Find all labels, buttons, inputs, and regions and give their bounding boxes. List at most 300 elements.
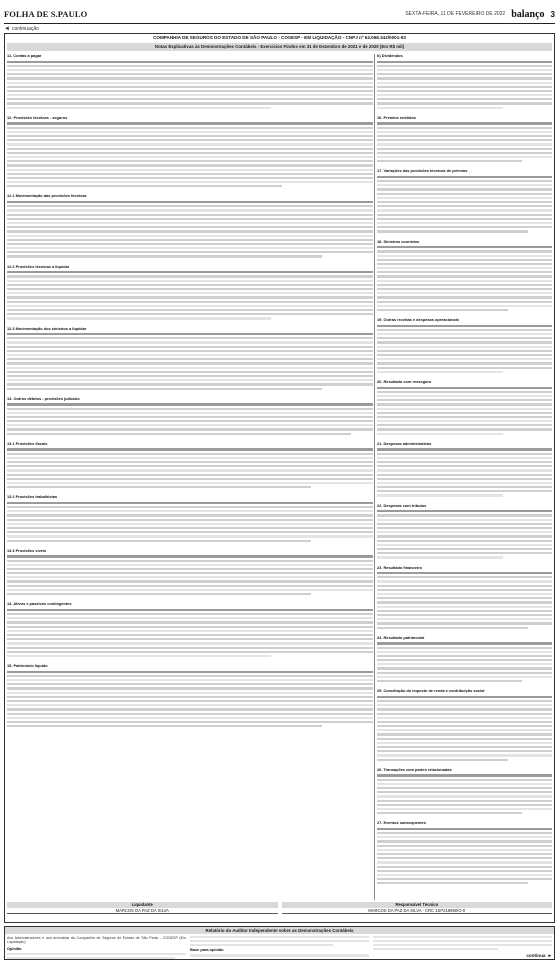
- table-line: [377, 589, 552, 591]
- table-line: [7, 519, 373, 521]
- table-line: [377, 614, 552, 616]
- column-divider: [374, 54, 375, 900]
- table-line: [7, 580, 373, 582]
- table-line: [377, 870, 552, 872]
- table-line: [7, 679, 373, 681]
- table-line: [377, 209, 552, 211]
- table-line: [7, 173, 373, 175]
- note-heading: 21. Despesas administrativas: [377, 440, 432, 446]
- table-line: [377, 708, 552, 710]
- table-line: [377, 510, 552, 512]
- signature-row: [7, 902, 552, 920]
- notes-column-right: [377, 54, 552, 889]
- table-line: [377, 135, 552, 137]
- note-heading: 25. Conciliação do imposto de renda e contribuição social: [377, 688, 485, 694]
- table-line: [7, 692, 373, 694]
- table-line: [377, 329, 552, 331]
- table-line: [7, 139, 373, 141]
- table-line: [377, 680, 522, 682]
- table-line: [7, 572, 373, 574]
- table-line: [7, 209, 373, 211]
- table-line: [377, 828, 552, 830]
- table-line: [7, 634, 373, 636]
- table-line: [7, 358, 373, 360]
- table-line: [377, 280, 552, 282]
- table-line: [377, 337, 552, 339]
- table-line: [7, 107, 271, 109]
- table-line: [377, 535, 552, 537]
- table-line: [377, 184, 552, 186]
- table-line: [7, 506, 373, 508]
- table-line: [7, 205, 373, 207]
- table-line: [377, 486, 552, 488]
- financial-notes-frame: [4, 33, 555, 923]
- table-line: [377, 717, 552, 719]
- table-line: [377, 433, 503, 435]
- table-line: [377, 642, 552, 644]
- table-line: [7, 621, 373, 623]
- table-line: [7, 284, 373, 286]
- table-line: [7, 638, 373, 640]
- note-heading: 26. Transações com partes relacionadas: [377, 766, 452, 772]
- table-line: [377, 107, 503, 109]
- table-line: [377, 742, 552, 744]
- table-line: [7, 127, 373, 129]
- table-line: [7, 375, 373, 377]
- table-line: [7, 420, 373, 422]
- auditor-report-column: [7, 936, 186, 959]
- table-line: [377, 122, 552, 124]
- arrow-right-icon: ►: [547, 953, 552, 958]
- table-line: [377, 412, 552, 414]
- table-line: [377, 354, 552, 356]
- table-line: [377, 832, 552, 834]
- masthead-right: [405, 9, 555, 20]
- table-line: [7, 725, 322, 727]
- table-line: [7, 354, 373, 356]
- table-line: [7, 383, 373, 385]
- table-line: [377, 618, 552, 620]
- table-line: [377, 424, 552, 426]
- table-line: [377, 882, 528, 884]
- section-name: balanço: [511, 8, 545, 20]
- masthead: [4, 6, 555, 22]
- table-line: [377, 725, 552, 727]
- table-line: [7, 589, 373, 591]
- table-line: [7, 181, 373, 183]
- note-heading: 13.1 Provisões fiscais: [7, 440, 48, 446]
- table-line: [7, 683, 373, 685]
- table-line: [377, 576, 552, 578]
- table-line: [377, 759, 508, 761]
- table-line: [377, 593, 552, 595]
- table-line: [7, 510, 373, 512]
- table-line: [377, 552, 552, 554]
- table-line: [7, 61, 373, 63]
- table-line: [377, 325, 552, 327]
- table-line: [7, 388, 322, 390]
- table-line: [377, 627, 528, 629]
- table-line: [377, 143, 552, 145]
- signature-name: MARCOS DA PAZ DA SILVA - CRC 1SP218960/O-0: [282, 908, 553, 914]
- table-line: [7, 230, 373, 232]
- auditor-report-column: [373, 936, 552, 959]
- table-line: [377, 746, 552, 748]
- table-line: [377, 580, 552, 582]
- table-line: [377, 655, 552, 657]
- table-line: [377, 494, 503, 496]
- table-line: [377, 474, 552, 476]
- table-line: [377, 597, 552, 599]
- table-line: [7, 696, 373, 698]
- table-line: [7, 502, 373, 504]
- table-line: [377, 461, 552, 463]
- table-line: [7, 708, 373, 710]
- table-line: [377, 341, 552, 343]
- auditor-report-column: [190, 936, 369, 959]
- table-line: [7, 122, 373, 124]
- note-heading: 12.1 Movimentação das provisões técnicas: [7, 193, 87, 199]
- table-line: [377, 428, 552, 430]
- table-line: [7, 671, 373, 673]
- table-line: [7, 337, 373, 339]
- auditor-report-body: [5, 934, 554, 959]
- page-number: 3: [550, 9, 555, 19]
- table-line: [7, 131, 373, 133]
- table-line: [7, 408, 373, 410]
- table-line: [377, 188, 552, 190]
- publication-name: FOLHA DE S.PAULO: [4, 9, 88, 19]
- table-line: [7, 647, 373, 649]
- table-line: [377, 267, 552, 269]
- table-line: [7, 346, 373, 348]
- table-line: [7, 379, 373, 381]
- note-heading: 12. Provisões técnicas - seguros: [7, 114, 68, 120]
- note-heading: 13. Outros débitos - provisões judiciais: [7, 395, 80, 401]
- table-line: [377, 482, 552, 484]
- table-line: [377, 787, 552, 789]
- table-line: [7, 486, 311, 488]
- table-line: [7, 585, 373, 587]
- table-line: [377, 696, 552, 698]
- table-line: [7, 77, 373, 79]
- table-line: [7, 371, 373, 373]
- table-line: [7, 655, 271, 657]
- table-line: [377, 148, 552, 150]
- table-line: [7, 527, 373, 529]
- table-line: [377, 808, 552, 810]
- table-line: [377, 250, 552, 252]
- table-line: [377, 205, 552, 207]
- table-line: [377, 346, 552, 348]
- publication-date: SEXTA-FEIRA, 11 DE FEVEREIRO DE 2022: [405, 11, 506, 17]
- note-heading: 18. Sinistros ocorridos: [377, 238, 420, 244]
- table-line: [7, 247, 373, 249]
- table-line: [7, 474, 373, 476]
- table-line: [377, 399, 552, 401]
- table-line: [7, 156, 373, 158]
- table-line: [377, 408, 552, 410]
- table-line: [7, 433, 351, 435]
- table-line: [7, 169, 373, 171]
- table-line: [7, 704, 373, 706]
- note-heading: 13.2 Provisões trabalhistas: [7, 494, 58, 500]
- table-line: [7, 555, 373, 557]
- table-line: [7, 540, 311, 542]
- table-line: [7, 448, 373, 450]
- table-line: [377, 193, 552, 195]
- table-line: [377, 729, 552, 731]
- table-line: [377, 156, 552, 158]
- table-line: [377, 176, 552, 178]
- table-line: [7, 367, 373, 369]
- table-line: [7, 514, 373, 516]
- table-line: [377, 61, 552, 63]
- table-line: [7, 523, 373, 525]
- table-line: [7, 341, 373, 343]
- note-heading: 23. Resultado financeiro: [377, 564, 422, 570]
- table-line: [7, 218, 373, 220]
- notes-title: Notas Explicativas às Demonstrações Contábeis - Exercícios Findos em 31 de Dezembro de 2021 e de 2020 (Em R$ mil): [7, 43, 552, 51]
- table-line: [377, 853, 552, 855]
- table-line: [7, 201, 373, 203]
- table-line: [7, 222, 373, 224]
- table-line: [377, 610, 552, 612]
- table-line: [377, 601, 552, 603]
- table-line: [7, 609, 373, 611]
- table-line: [7, 305, 373, 307]
- table-line: [377, 572, 552, 574]
- table-line: [377, 840, 552, 842]
- table-line: [377, 387, 552, 389]
- table-line: [377, 659, 552, 661]
- table-line: [377, 301, 552, 303]
- table-line: [7, 617, 373, 619]
- table-line: [7, 90, 373, 92]
- table-line: [377, 180, 552, 182]
- table-line: [377, 90, 552, 92]
- table-line: [377, 263, 552, 265]
- table-line: [377, 292, 552, 294]
- table-line: [377, 606, 552, 608]
- table-line: [377, 791, 552, 793]
- table-line: [7, 469, 373, 471]
- note-heading: 11. Contas a pagar: [7, 53, 42, 58]
- table-line: [377, 779, 552, 781]
- basis-heading: Base para opinião: [190, 946, 224, 952]
- table-line: [377, 94, 552, 96]
- table-line: [377, 845, 552, 847]
- table-line: [7, 564, 373, 566]
- table-line: [7, 313, 373, 315]
- table-line: [7, 301, 373, 303]
- table-line: [7, 98, 373, 100]
- continues-marker: [526, 953, 552, 958]
- note-heading: 22. Despesas com tributos: [377, 502, 427, 508]
- table-line: [377, 478, 552, 480]
- table-line: [7, 457, 373, 459]
- table-line: [377, 284, 552, 286]
- table-line: [7, 317, 271, 319]
- table-line: [377, 152, 552, 154]
- table-line: [377, 866, 552, 868]
- table-line: [377, 465, 552, 467]
- table-line: [7, 135, 373, 137]
- table-line: [7, 428, 373, 430]
- table-line: [7, 152, 373, 154]
- table-line: [377, 259, 552, 261]
- table-line: [7, 333, 373, 335]
- table-line: [377, 305, 552, 307]
- table-line: [7, 350, 373, 352]
- table-line: [377, 738, 552, 740]
- table-line: [377, 296, 552, 298]
- table-line: [7, 630, 373, 632]
- table-line: [377, 519, 552, 521]
- table-line: [377, 226, 552, 228]
- auditor-opening: Aos Administradores e aos acionistas da Companhia de Seguros do Estado de São Paulo - COSESP (Em Liquidação): [7, 936, 186, 945]
- table-line: [377, 362, 552, 364]
- table-line: [377, 86, 552, 88]
- table-line: [377, 131, 552, 133]
- table-line: [377, 663, 552, 665]
- table-line: [7, 214, 373, 216]
- table-line: [377, 713, 552, 715]
- table-line: [377, 783, 552, 785]
- table-line: [7, 251, 373, 253]
- table-line: [7, 465, 373, 467]
- table-line: [377, 73, 552, 75]
- table-line: [7, 461, 373, 463]
- table-line: [377, 622, 552, 624]
- table-line: [7, 177, 373, 179]
- table-line: [7, 148, 373, 150]
- table-line: [377, 448, 552, 450]
- company-title: COMPANHIA DE SEGUROS DO ESTADO DE SÃO PAULO - COSESP - EM LIQUIDAÇÃO - CNPJ nº 62.068.342/0001-93: [153, 35, 406, 40]
- table-line: [7, 94, 373, 96]
- table-line: [377, 804, 552, 806]
- table-line: [7, 478, 373, 480]
- table-line: [377, 672, 552, 674]
- table-line: [377, 878, 552, 880]
- table-line: [7, 275, 373, 277]
- table-line: [377, 160, 522, 162]
- table-line: [7, 642, 373, 644]
- auditor-report: [4, 926, 555, 960]
- table-line: [7, 296, 373, 298]
- table-line: [377, 350, 552, 352]
- table-line: [377, 69, 552, 71]
- table-line: [377, 197, 552, 199]
- table-line: [377, 514, 552, 516]
- table-line: [377, 82, 552, 84]
- table-line: [377, 371, 503, 373]
- table-line: [377, 857, 552, 859]
- table-line: [377, 704, 552, 706]
- table-line: [377, 102, 552, 104]
- table-line: [377, 65, 552, 67]
- table-line: [7, 568, 373, 570]
- table-line: [377, 544, 552, 546]
- table-line: [7, 160, 373, 162]
- signature-title: Liquidante: [7, 902, 278, 908]
- continues-label: continua: [526, 953, 546, 958]
- table-line: [377, 861, 552, 863]
- table-line: [7, 403, 373, 405]
- table-line: [377, 218, 552, 220]
- note-heading: 12.3 Movimentação dos sinistros a liquidar: [7, 325, 87, 331]
- table-line: [377, 721, 552, 723]
- table-line: [7, 280, 373, 282]
- table-line: [377, 754, 552, 756]
- table-line: [7, 292, 373, 294]
- table-line: [7, 412, 373, 414]
- table-line: [377, 453, 552, 455]
- table-line: [7, 713, 373, 715]
- table-line: [377, 667, 552, 669]
- table-line: [377, 214, 552, 216]
- table-line: [377, 275, 552, 277]
- table-line: [377, 395, 552, 397]
- signature-technician: [282, 902, 553, 920]
- table-line: [377, 246, 552, 248]
- table-line: [7, 424, 373, 426]
- table-line: [7, 613, 373, 615]
- note-heading: 16. Prêmios emitidos: [377, 114, 416, 120]
- note-heading: 12.2 Provisões técnicas a liquidar: [7, 263, 70, 269]
- table-line: [377, 651, 552, 653]
- table-line: [7, 717, 373, 719]
- table-line: [7, 362, 373, 364]
- note-heading: 19. Outras receitas e despesas operacionais: [377, 317, 459, 323]
- table-line: [377, 490, 552, 492]
- table-line: [377, 333, 552, 335]
- table-line: [377, 750, 552, 752]
- table-line: [377, 800, 552, 802]
- table-line: [7, 593, 311, 595]
- table-line: [7, 675, 373, 677]
- table-line: [7, 626, 373, 628]
- table-line: [377, 288, 552, 290]
- table-line: [7, 687, 373, 689]
- table-line: [377, 271, 552, 273]
- table-line: [7, 531, 373, 533]
- table-line: [7, 535, 373, 537]
- table-line: [377, 391, 552, 393]
- table-line: [377, 812, 522, 814]
- table-line: [377, 874, 552, 876]
- table-line: [377, 127, 552, 129]
- table-line: [7, 185, 282, 187]
- table-line: [377, 585, 552, 587]
- table-line: [7, 721, 373, 723]
- note-heading: 17. Variações das provisões técnicas de prêmios: [377, 168, 468, 174]
- note-heading: b) Dividendos: [377, 53, 403, 58]
- continuation-label: continuação: [11, 26, 39, 32]
- table-line: [377, 676, 552, 678]
- table-line: [377, 733, 552, 735]
- signature-liquidator: [7, 902, 278, 920]
- table-line: [377, 540, 552, 542]
- table-line: [7, 69, 373, 71]
- auditor-report-title: Relatório do Auditor Independente sobre as Demonstrações Contábeis: [5, 927, 554, 934]
- arrow-left-icon: ◄: [4, 26, 10, 32]
- table-line: [377, 457, 552, 459]
- table-line: [377, 230, 528, 232]
- table-line: [7, 288, 373, 290]
- table-line: [7, 651, 373, 653]
- note-heading: 13.3 Provisões cíveis: [7, 547, 47, 553]
